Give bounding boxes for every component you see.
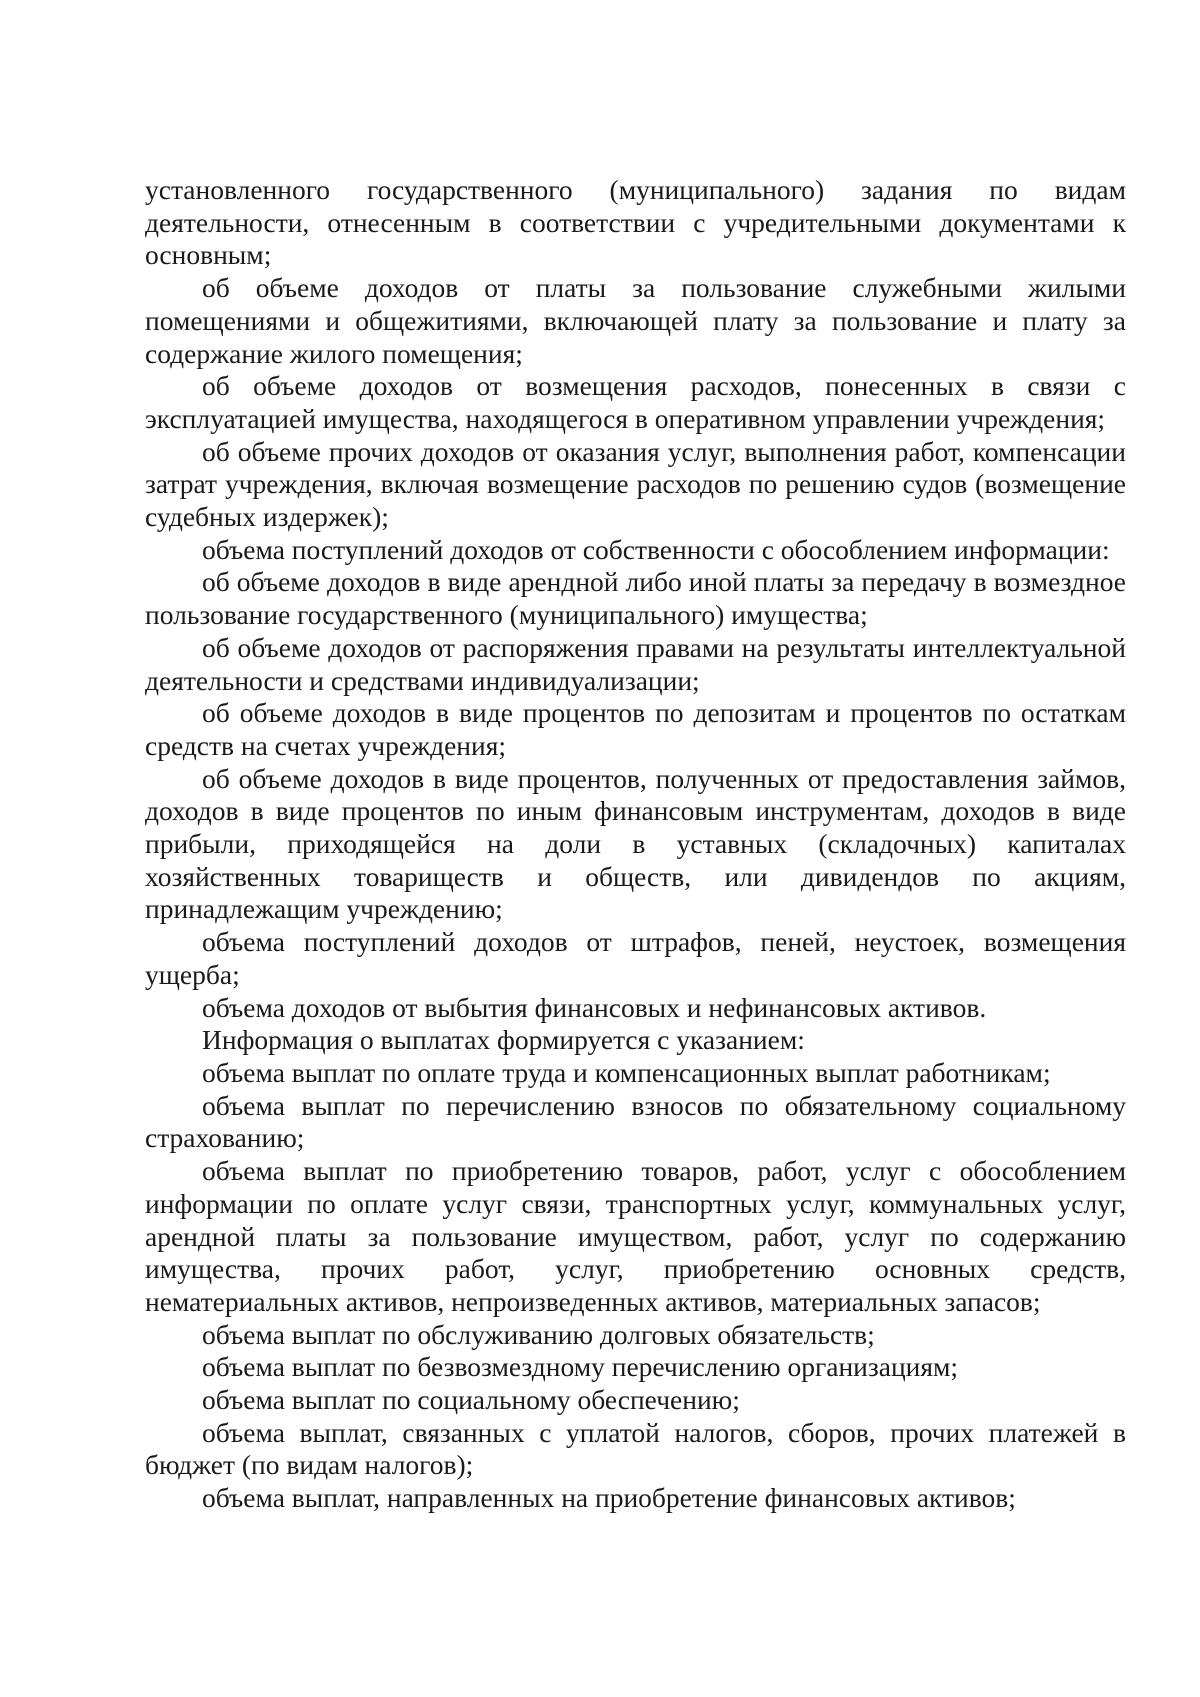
paragraph: объема выплат, направленных на приобретение финансовых активов;: [202, 1482, 1016, 1514]
paragraph: объема выплат по социальному обеспечению;: [202, 1384, 740, 1416]
paragraph: объема выплат по приобретению товаров, работ, услуг с обособлением информации по оплате услуг связи, транспортных услуг, коммунальных услуг, арендной платы за пользование имуществом, работ, услуг по содержанию имущества, прочих работ, услуг, приобретению основных средств, нематериальных активов, непроизведенных активов, материальных запасов;: [145, 1155, 1126, 1317]
paragraph: об объеме прочих доходов от оказания услуг, выполнения работ, компенсации затрат учреждения, включая возмещение расходов по решению судов (возмещение судебных издержек);: [145, 435, 1126, 533]
paragraph: объема выплат по оплате труда и компенсационных выплат работникам;: [202, 1056, 1051, 1088]
paragraph: об объеме доходов от платы за пользование служебными жилыми помещениями и общежитиями, включающей плату за пользование и плату за содержание жилого помещения;: [145, 272, 1126, 369]
paragraph: объема выплат по перечислению взносов по обязательному социальному страхованию;: [145, 1089, 1126, 1154]
paragraph: объема доходов от выбытия финансовых и нефинансовых активов.: [202, 991, 987, 1023]
paragraph: об объеме доходов в виде арендной либо иной платы за передачу в возмездное пользование государственного (муниципального) имущества;: [145, 566, 1126, 631]
paragraph: объема выплат по обслуживанию долговых обязательств;: [202, 1318, 875, 1350]
paragraph: объема поступлений доходов от штрафов, пеней, неустоек, возмещения ущерба;: [145, 926, 1126, 990]
paragraph: об объеме доходов в виде процентов по депозитам и процентов по остаткам средств на счетах учреждения;: [145, 697, 1126, 761]
paragraph: объема выплат по безвозмездному перечислению организациям;: [202, 1351, 959, 1383]
document-body: [145, 174, 1126, 1515]
paragraph: объема поступлений доходов от собственности с обособлением информации:: [202, 533, 1110, 565]
paragraph-continuation: установленного государственного (муниципального) задания по видам деятельности, отнесенным в соответствии с учредительными документами к основным;: [145, 174, 1126, 271]
paragraph: об объеме доходов в виде процентов, полученных от предоставления займов, доходов в виде процентов по иным финансовым инструментам, доходов в виде прибыли, приходящейся на доли в уставных (складочных) капиталах хозяйственных товариществ и обществ, или дивидендов по акциям, принадлежащим учреждению;: [145, 762, 1126, 925]
paragraph: об объеме доходов от возмещения расходов, понесенных в связи с эксплуатацией имущества, находящегося в оперативном управлении учреждения;: [145, 370, 1126, 434]
paragraph: Информация о выплатах формируется с указанием:: [202, 1024, 805, 1056]
paragraph: об объеме доходов от распоряжения правами на результаты интеллектуальной деятельности и средствами индивидуализации;: [145, 631, 1126, 696]
paragraph: объема выплат, связанных с уплатой налогов, сборов, прочих платежей в бюджет (по видам налогов);: [145, 1416, 1126, 1481]
